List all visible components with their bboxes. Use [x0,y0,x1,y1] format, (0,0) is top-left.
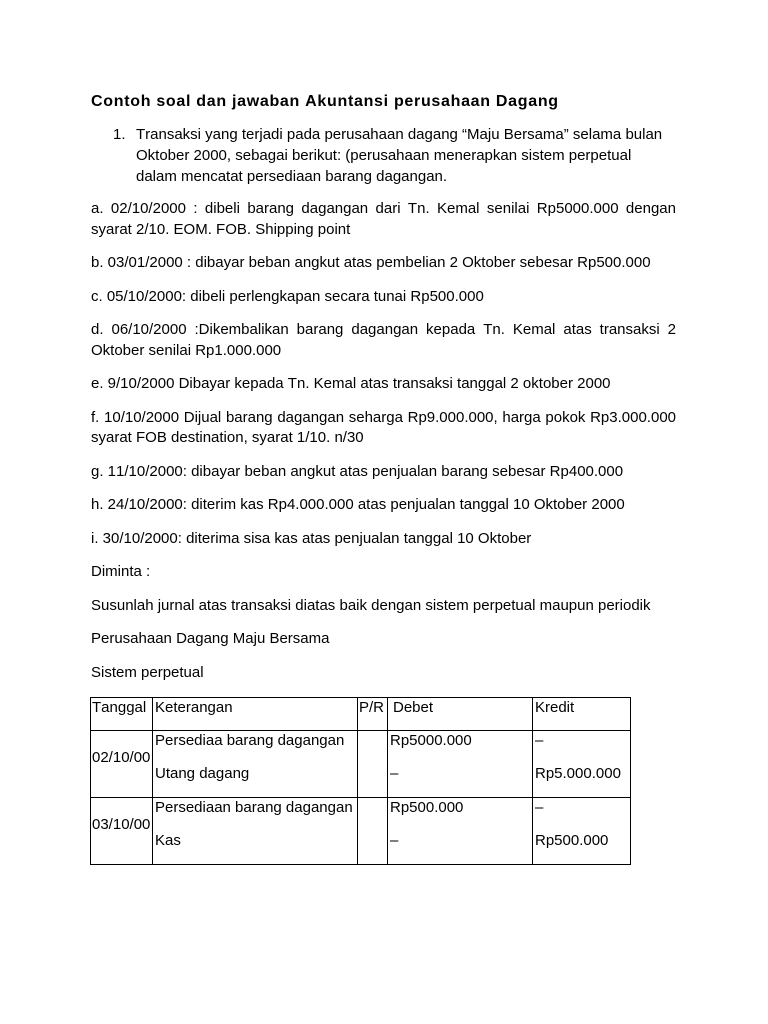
transaction-d: d. 06/10/2000 :Dikembalikan barang dagangan kepada Tn. Kemal atas transaksi 2 Oktober senilai Rp1.000.000 [91,321,676,359]
table-row [91,731,631,798]
debit-account: Persediaan barang dagangan [155,799,353,816]
kredit-value: Rp500.000 [535,832,609,849]
debet-value: – [390,765,399,782]
table-row [91,798,631,865]
list-item-text: Transaksi yang terjadi pada perusahaan dagang “Maju Bersama” selama bulan Oktober 2000, sebagai berikut: (perusahaan menerapkan sistem perpetual dalam mencatat persediaan barang dagangan. [136,126,663,185]
header-kredit: Kredit [533,698,631,731]
header-tanggal: Tanggal [91,698,153,731]
transaction-i: i. 30/10/2000: diterima sisa kas atas penjualan tanggal 10 Oktober [91,529,532,547]
table-header-row [91,698,631,731]
pr-cell [358,731,388,798]
debit-account: Persediaa barang dagangan [155,732,345,749]
kredit-value: Rp5.000.000 [535,765,621,782]
debet-cell [388,798,533,865]
pr-cell [358,798,388,865]
journal-table [90,697,631,865]
document-body [91,92,676,683]
debet-value: Rp5000.000 [390,732,472,749]
debet-cell [388,731,533,798]
transaction-g: g. 11/10/2000: dibayar beban angkut atas penjualan barang sebesar Rp400.000 [91,462,624,480]
date-cell [91,731,153,798]
transaction-h: h. 24/10/2000: diterim kas Rp4.000.000 atas penjualan tanggal 10 Oktober 2000 [91,496,625,513]
document-title: Contoh soal dan jawaban Akuntansi perusahaan Dagang [91,93,559,110]
transaction-c: c. 05/10/2000: dibeli perlengkapan secara tunai Rp500.000 [91,287,484,305]
credit-account: Utang dagang [155,765,250,782]
kredit-value: – [535,799,544,816]
request-label: Diminta : [91,563,151,580]
debet-value: – [390,832,399,849]
keterangan-cell [153,731,358,798]
transaction-f: f. 10/10/2000 Dijual barang dagangan seharga Rp9.000.000, harga pokok Rp3.000.000 syarat FOB destination, syarat 1/10. n/30 [91,408,676,446]
entry-date: 03/10/00 [92,815,151,833]
company-name: Perusahaan Dagang Maju Bersama [91,630,330,647]
instruction-text: Susunlah jurnal atas transaksi diatas baik dengan sistem perpetual maupun periodik [91,596,651,614]
date-cell [91,798,153,865]
debet-value: Rp500.000 [390,799,464,816]
method-label: Sistem perpetual [91,663,204,681]
numbered-list-item [91,124,676,187]
kredit-value: – [535,732,544,749]
transaction-b: b. 03/01/2000 : dibayar beban angkut atas pembelian 2 Oktober sebesar Rp500.000 [91,254,651,271]
header-debet: Debet [388,698,533,731]
list-number: 1. [113,126,126,143]
credit-account: Kas [155,832,181,849]
transaction-e: e. 9/10/2000 Dibayar kepada Tn. Kemal atas transaksi tanggal 2 oktober 2000 [91,375,611,392]
kredit-cell [533,798,631,865]
keterangan-cell [153,798,358,865]
kredit-cell [533,731,631,798]
header-keterangan: Keterangan [153,698,358,731]
entry-date: 02/10/00 [92,748,151,766]
header-pr: P/R [358,698,388,731]
transaction-a: a. 02/10/2000 : dibeli barang dagangan dari Tn. Kemal senilai Rp5000.000 dengan syarat 2/10. EOM. FOB. Shipping point [91,200,676,238]
